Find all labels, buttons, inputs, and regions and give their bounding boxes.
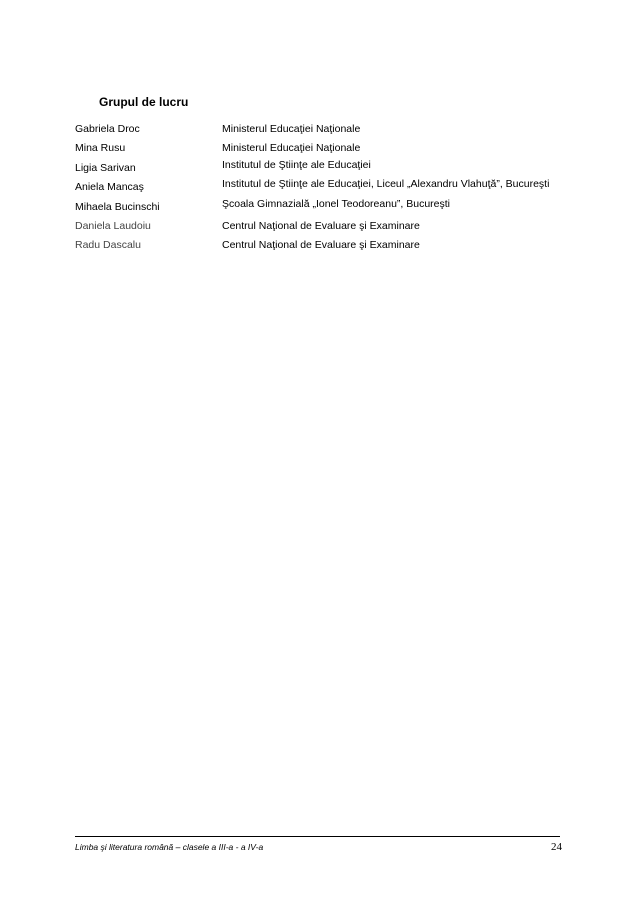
footer-divider [75,836,560,837]
member-row [75,123,595,139]
member-row [75,178,595,197]
member-name: Radu Dascalu [75,239,141,251]
member-organization: Institutul de Ştiinţe ale Educaţiei [222,159,371,171]
member-name: Daniela Laudoiu [75,220,151,232]
member-row [75,142,595,158]
member-organization: Ministerul Educaţiei Naţionale [222,123,361,135]
member-name: Aniela Mancaş [75,181,144,193]
page-number: 24 [551,841,562,853]
member-organization: Centrul Naţional de Evaluare şi Examinare [222,239,420,251]
member-row [75,159,595,178]
footer-text: Limba şi literatura română – clasele a III-a - a IV-a [75,842,264,852]
member-name: Mihaela Bucinschi [75,201,160,213]
member-name: Gabriela Droc [75,123,140,135]
member-organization: Centrul Naţional de Evaluare şi Examinare [222,220,420,232]
member-row [75,220,595,236]
member-name: Mina Rusu [75,142,126,154]
member-name: Ligia Sarivan [75,162,136,174]
section-heading: Grupul de lucru [99,95,189,109]
member-organization: Ministerul Educaţiei Naţionale [222,142,361,154]
member-row [75,198,595,217]
member-organization: Şcoala Gimnazială „Ionel Teodoreanu”, Bucureşti [222,198,451,210]
member-organization: Institutul de Ştiinţe ale Educaţiei, Liceul „Alexandru Vlahuţă”, Bucureşti [222,178,550,190]
member-row [75,239,595,255]
